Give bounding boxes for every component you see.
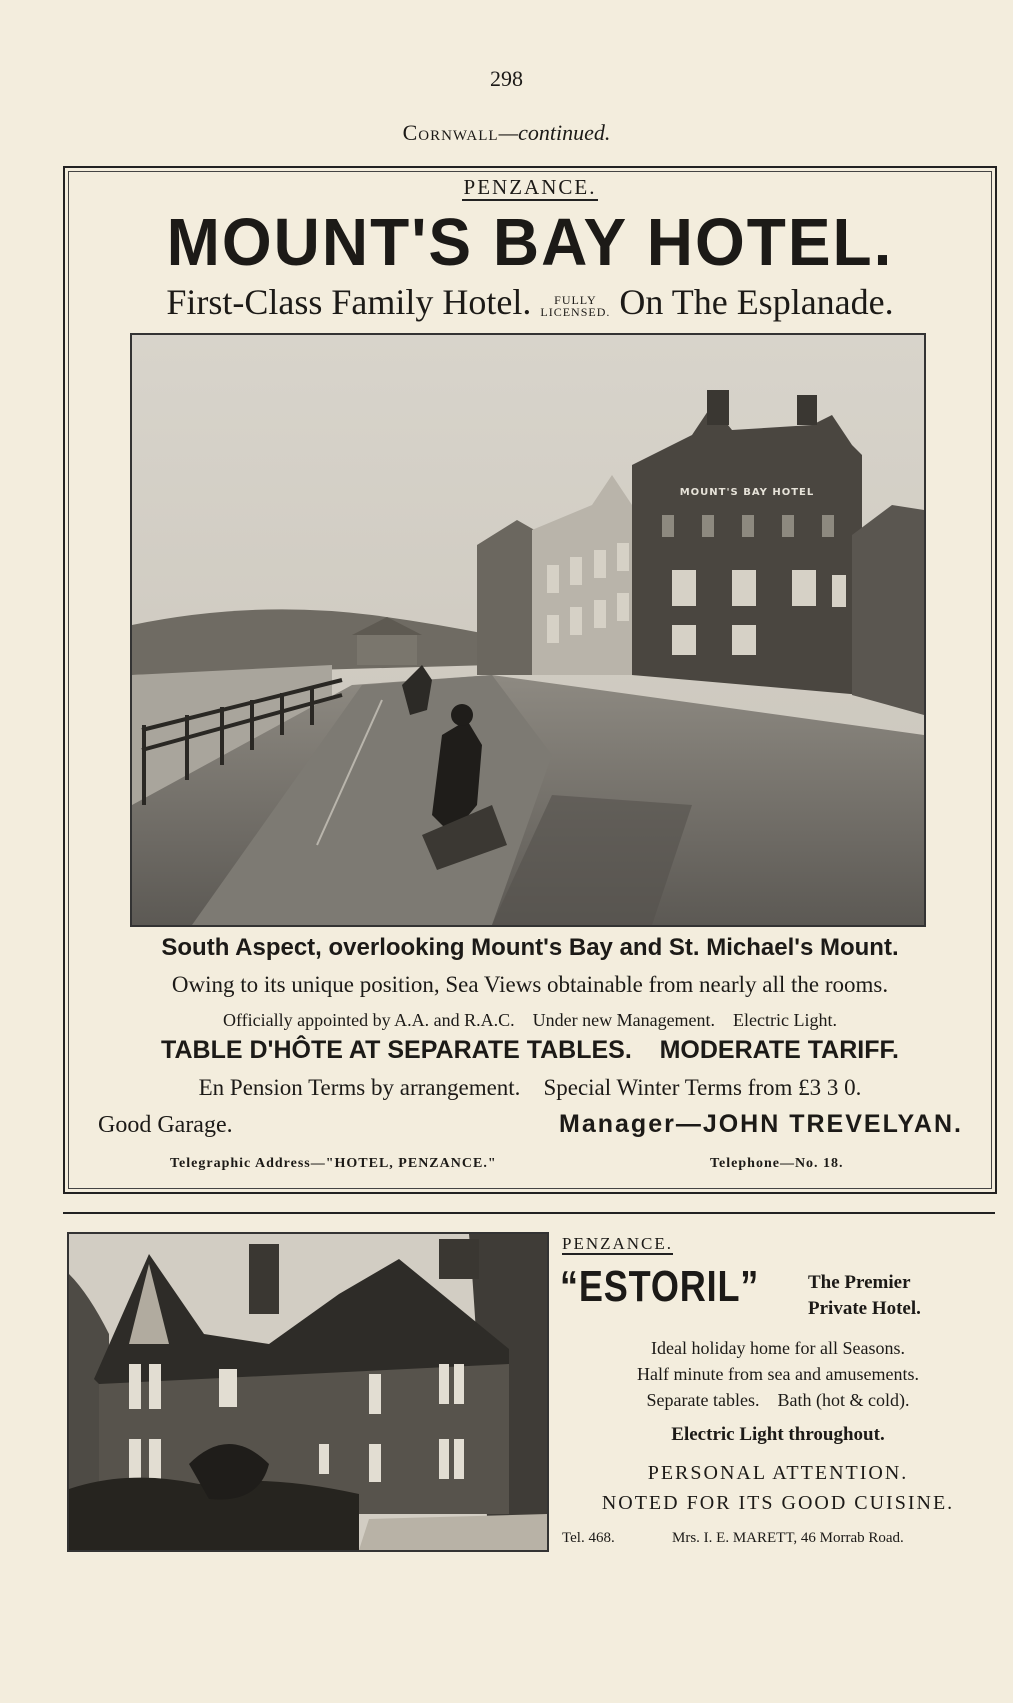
esplanade-photo-illustration	[132, 335, 924, 925]
ad1-management: Under new Management.	[532, 1010, 716, 1030]
ad2-hotel-name: “ESTORIL”	[560, 1262, 760, 1311]
ad2-line3: Separate tables. Bath (hot & cold).	[646, 1390, 910, 1410]
ad1-table: TABLE D'HÔTE AT SEPARATE TABLES.	[161, 1036, 632, 1064]
ad2-tel: Tel. 468.	[562, 1530, 615, 1546]
ad1-subtitle-right: On The Esplanade.	[619, 282, 894, 322]
esplanade-photo	[130, 333, 926, 927]
running-head	[0, 120, 1013, 146]
ad2-proprietor: Mrs. I. E. MARETT, 46 Morrab Road.	[672, 1530, 904, 1546]
ad1-town: PENZANCE.	[463, 175, 597, 199]
running-head-county: Cornwall	[402, 120, 499, 145]
running-head-continued: —continued.	[498, 120, 611, 145]
hotel-sign: MOUNT'S BAY HOTEL	[679, 487, 815, 498]
ad1-winter: Special Winter Terms from £3 3 0.	[543, 1075, 862, 1100]
ad2-line2: Half minute from sea and amusements.	[637, 1364, 919, 1384]
ad1-official-line	[63, 1010, 997, 1031]
ad1-manager: Manager—JOHN TREVELYAN.	[559, 1110, 963, 1138]
ad1-pension: En Pension Terms by arrangement.	[198, 1075, 521, 1100]
ad1-subtitle-left: First-Class Family Hotel.	[166, 282, 532, 322]
ad1-aspect-line: South Aspect, overlooking Mount's Bay and St. Michael's Mount.	[161, 934, 899, 961]
ad1-official: Officially appointed by A.A. and R.A.C.	[222, 1010, 515, 1030]
ad1-table-line	[63, 1036, 997, 1065]
ad1-hotel-title: MOUNT'S BAY HOTEL.	[166, 204, 894, 280]
ad1-pension-line	[63, 1075, 997, 1101]
ad1-tariff: MODERATE TARIFF.	[659, 1036, 899, 1064]
ad1-subtitle	[63, 281, 997, 323]
ad2-tag-bottom: Private Hotel.	[808, 1298, 921, 1319]
ad1-licensed-badge: FULLY LICENSED.	[540, 292, 611, 319]
estoril-house-photo	[67, 1232, 549, 1552]
ad-divider-rule	[63, 1212, 995, 1214]
page-number: 298	[490, 66, 523, 91]
ad1-telegraphic: Telegraphic Address—"HOTEL, PENZANCE."	[170, 1156, 497, 1171]
ad1-views-line: Owing to its unique position, Sea Views obtainable from nearly all the rooms.	[171, 972, 889, 997]
estoril-photo-illustration	[69, 1234, 547, 1550]
ad2-line4: Electric Light throughout.	[671, 1424, 885, 1445]
ad2-line1: Ideal holiday home for all Seasons.	[651, 1338, 905, 1358]
ad2-tag-top: The Premier	[808, 1272, 911, 1293]
ad1-telephone: Telephone—No. 18.	[710, 1156, 844, 1171]
ad2-line6: NOTED FOR ITS GOOD CUISINE.	[601, 1492, 955, 1514]
ad1-electric: Electric Light.	[733, 1010, 838, 1030]
ad2-tagline	[808, 1270, 921, 1322]
ad2-line5: PERSONAL ATTENTION.	[647, 1462, 909, 1484]
ad2-town: PENZANCE.	[562, 1234, 674, 1253]
ad1-garage: Good Garage.	[98, 1112, 233, 1138]
